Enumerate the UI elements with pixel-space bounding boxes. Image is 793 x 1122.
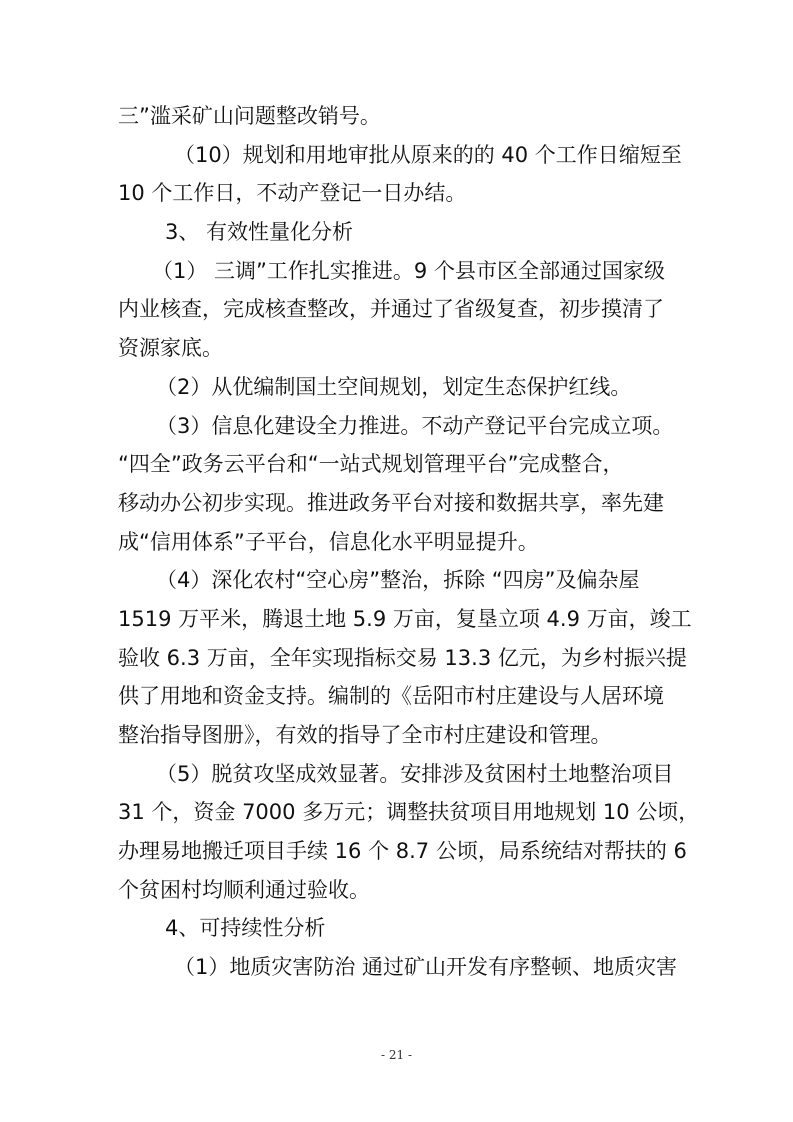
text-line: 个贫困村均顺利通过验收。	[118, 877, 370, 902]
text-line: 移动办公初步实现。推进政务平台对接和数据共享，率先建	[118, 490, 664, 515]
text-line: “四全”政务云平台和“一站式规划管理平台”完成整合，	[118, 452, 624, 477]
text-line: 成“信用体系”子平台，信息化水平明显提升。	[118, 529, 539, 554]
text-line: 供了用地和资金支持。编制的《岳阳市村庄建设与人居环境	[118, 684, 664, 709]
document-body	[118, 97, 700, 987]
text-line: （1）地质灾害防治 通过矿山开发有序整顿、地质灾害	[174, 955, 678, 980]
text-line: （4）深化农村“空心房”整治，拆除 “四房”及偏杂屋	[156, 568, 640, 593]
text-line: 整治指导图册》，有效的指导了全市村庄建设和管理。	[118, 723, 612, 747]
text-line: 办理易地搬迁项目手续 16 个 8.7 公顷，局系统结对帮扶的 6	[118, 839, 687, 864]
text-line: （3）信息化建设全力推进。不动产登记平台完成立项。	[156, 413, 674, 438]
section-heading: 3、 有效性量化分析	[165, 220, 354, 245]
text-line: 31 个，资金 7000 多万元；调整扶贫项目用地规划 10 公顷，	[118, 800, 700, 825]
text-line: （1） 三调”工作扎实推进。9 个县市区全部通过国家级	[152, 258, 665, 283]
text-line: 内业核查，完成核查整改，并通过了省级复查，初步摸清了	[118, 297, 664, 322]
text-line: 三”滥采矿山问题整改销号。	[118, 104, 381, 128]
text-line: 验收 6.3 万亩，全年实现指标交易 13.3 亿元，为乡村振兴提	[118, 645, 687, 670]
text-line: 10 个工作日，不动产登记一日办结。	[118, 181, 467, 206]
text-line: （10）规划和用地审批从原来的的 40 个工作日缩短至	[174, 142, 682, 167]
text-line: （5）脱贫攻坚成效显著。安排涉及贫困村土地整治项目	[156, 761, 674, 786]
text-line: （2）从优编制国土空间规划，划定生态保护红线。	[156, 374, 632, 399]
page-number: - 21 -	[380, 1048, 412, 1062]
section-heading: 4、可持续性分析	[165, 916, 326, 941]
text-line: 1519 万平米，腾退土地 5.9 万亩，复垦立项 4.9 万亩，竣工	[118, 606, 692, 631]
text-line: 资源家底。	[118, 336, 223, 361]
